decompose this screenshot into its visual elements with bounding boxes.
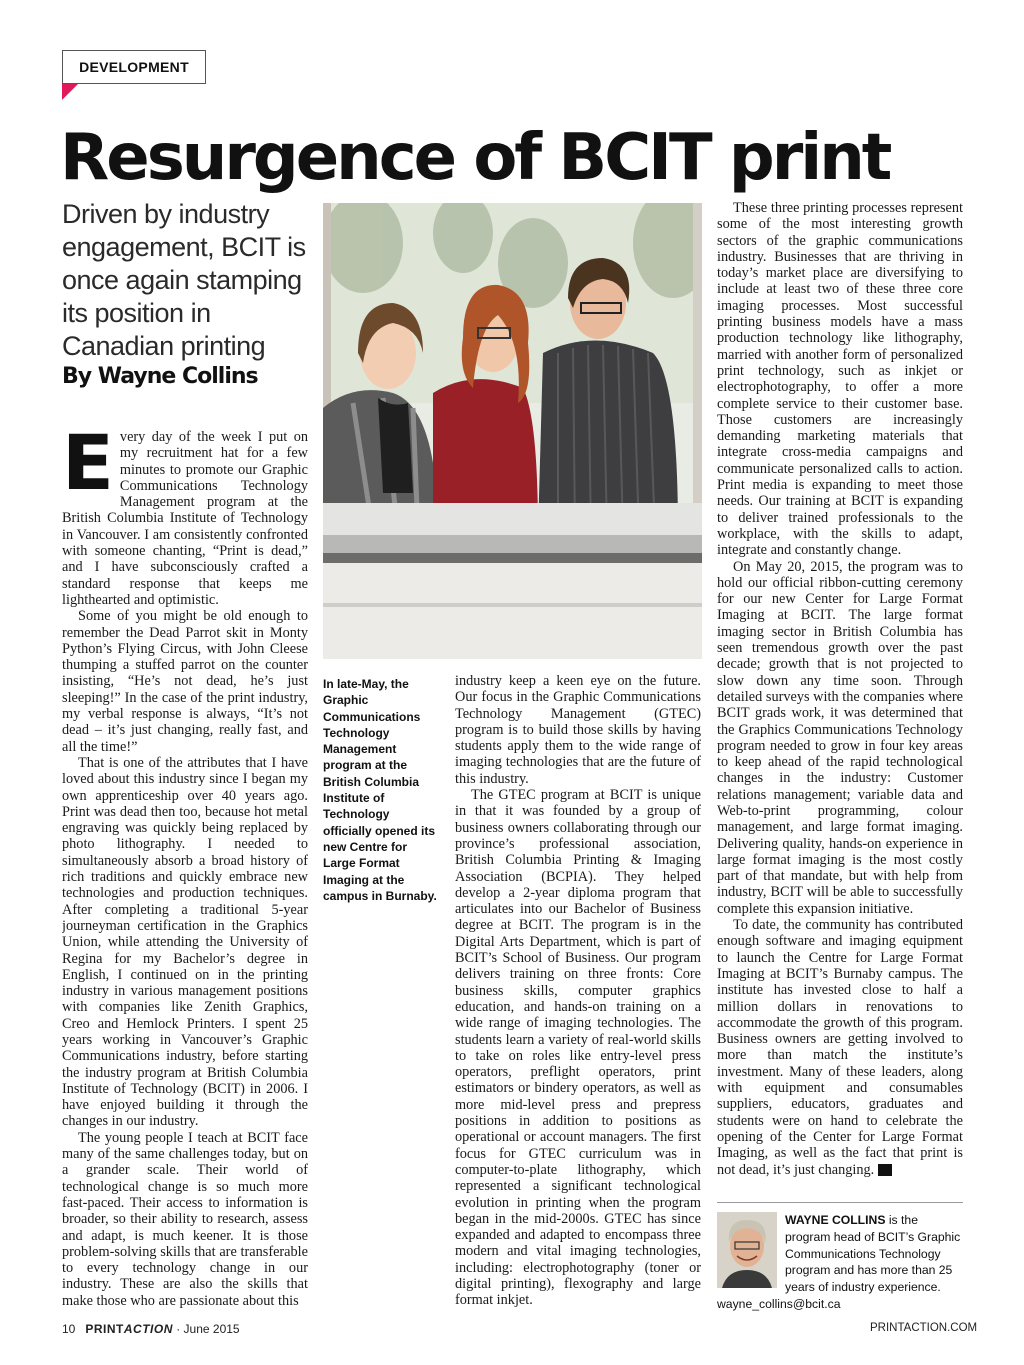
footer-website: PRINTACTION.COM [870, 1322, 978, 1334]
footer-folio [62, 1322, 240, 1336]
body-column-3 [717, 200, 963, 1180]
body-paragraph: That is one of the attributes that I have loved about this industry since I began my own apprenticeship over 40 years ago. Print was dead then too, because hot metal engraving was quickly being replaced by photo lithography. I needed to simultaneously absorb a broad history of rich traditions and quickly embrace new technologies and production techniques. After completing a traditional 5-year journeyman certification in the Graphics Union, while attending the University of Regina for my Bachelor’s degree in English, I continued on in the printing industry in various management positions with companies like Zenith Graphics, Creo and Hemlock Printers. I spent 25 years working in Vancouver’s Graphic Communications industry, before starting the industry program at British Columbia Institute of Technology (BCIT) in 2006. I have enjoyed building it through the changes in our industry. [62, 754, 308, 1130]
body-column-2 [455, 673, 701, 1313]
byline: By Wayne Collins [62, 364, 258, 389]
deck: Driven by industry engagement, BCIT is once again stamping its position in Canadian printing [62, 199, 306, 361]
author-bio [717, 1212, 963, 1313]
body-column-1 [62, 429, 308, 1312]
body-paragraph: industry keep a keen eye on the future. Our focus in the Graphic Communications Technology Management (GTEC) program is to build those skills by having students apply them to the wide range of imaging technologies that are the future of this industry. [455, 673, 701, 787]
body-paragraph: On May 20, 2015, the program was to hold our official ribbon-cutting ceremony for our new Center for Large Format Imaging at BCIT. The large format imaging sector in British Columbia has seen tremendous growth over the past decade; growth that is not projected to slow down any time soon. Through detailed surveys with the companies where BCIT grads work, it was determined that the Graphics Communications Technology program needed to grow in four key areas to keep ahead of the rapid technological changes in the industry: Customer relations management; variable data and Web-to-print programming, colour management, and large format imaging. Delivering quality, hands-on experience in large format imaging is the most costly part of that mandate, but with help from industry, BCIT will be able to successfully complete this expansion initiative. [717, 558, 963, 917]
author-name: WAYNE COLLINS [785, 1213, 886, 1227]
magazine-brand: PRINTACTION [85, 1322, 173, 1336]
author-bio-text: is the program head of BCIT’s Graphic Communications Technology program and has more than 25 years of industry experience. wayne_collins@bcit.ca [717, 1213, 961, 1311]
photo-caption: In late-May, the Graphic Communications Technology Management program at the British Columbia Institute of Technology officially opened its new Centre for Large Format Imaging at the campus in Burnaby. [323, 677, 437, 903]
body-paragraph: The GTEC program at BCIT is unique in that it was founded by a group of business owners collaborating through our province’s professional association, British Columbia Printing & Imaging Association (BCPIA). They helped develop a 2-year diploma program that articulates into our Bachelor of Business degree at BCIT. The program is in the Digital Arts Department, which is part of BCIT’s School of Business. Our program delivers training on three fronts: Core business skills, computer graphics education, and hands-on training on a wide range of imaging technologies. The students learn a variety of real-world skills to take on roles like entry-level press operators, preflight operators, print estimators or bindery operators, as well as more mid-level press and prepress positions in addition to positions as operational or account managers. The first focus for GTEC curriculum was in computer-to-plate lithography, which represented a significant technological evolution in printing when the program began in the mid-2000s. GTEC has since expanded and adapted to encompass three modern and vital imaging technologies, including: electrophotography (toner or digital printing), flexography and large format inkjet. [455, 787, 701, 1309]
section-tag: DEVELOPMENT [62, 50, 206, 84]
section-tag-corner [62, 84, 78, 100]
body-paragraph: Every day of the week I put on my recruitment hat for a few minutes to promote our Graphic Communications Technology Management program at the British Columbia Institute of Technology in Vancouver. I am consistently confronted with someone chanting, “Print is dead,” and I have subconsciously crafted a standard response that keeps me lighthearted and optimistic. [62, 429, 308, 608]
drop-cap: E [62, 429, 114, 507]
end-mark-icon: PA [878, 1164, 892, 1176]
body-paragraph: To date, the community has contributed enough software and imaging equipment to launch the Centre for Large Format Imaging at BCIT’s Burnaby campus. The institute has invested close to half a million dollars in renovations to accommodate the growth of this program. Business owners are getting involved to more than match the institute’s investment. Many of these leaders, along with equipment and consumables suppliers, educators, graduates and students were on hand to celebrate the opening of the Center for Large Format Imaging, as well as the fact that print is not dead, it’s just changing. PA [717, 917, 963, 1178]
body-paragraph: The young people I teach at BCIT face many of the same challenges today, but on a grander scale. Their world of technological change is so much more fast-paced. Their access to information is broader, so their ability to research, assess and adapt, is much keener. It is those problem-solving skills that are transferable to every technology change in our industry. These are also the skills that make those who are passionate about this [62, 1129, 308, 1309]
issue-date: · June 2015 [176, 1322, 240, 1336]
page-number: 10 [62, 1322, 76, 1336]
headline: Resurgence of BCIT print [60, 121, 890, 195]
bio-divider [717, 1202, 963, 1203]
article-photo [323, 203, 702, 659]
body-paragraph: These three printing processes represent some of the most interesting growth sectors of the graphic communications industry. Businesses that are thriving in today’s market place are diversifying to include at least two of these three core imaging processes. Most successful printing business models have a mass production technology like lithography, married with another form of personalized print technology, such as inkjet or electrophotography, to offer a more complete service to their customer base. Those customers are increasingly demanding marketing materials that integrate cross-media campaigns and communicate personalized calls to action. Print media is expanding to meet those needs. Our training at BCIT is expanding to deliver trained professionals to the workplace, with the skills to adapt, integrate and constantly change. [717, 200, 963, 559]
body-paragraph: Some of you might be old enough to remember the Dead Parrot skit in Monty Python’s Flying Circus, with John Cleese thumping a stuffed parrot on the counter insisting, “He’s not dead, he’s just sleeping!” In the case of the print industry, my verbal response is always, “It’s not dead – it’s just changing, really fast, and all the time!” [62, 608, 308, 755]
